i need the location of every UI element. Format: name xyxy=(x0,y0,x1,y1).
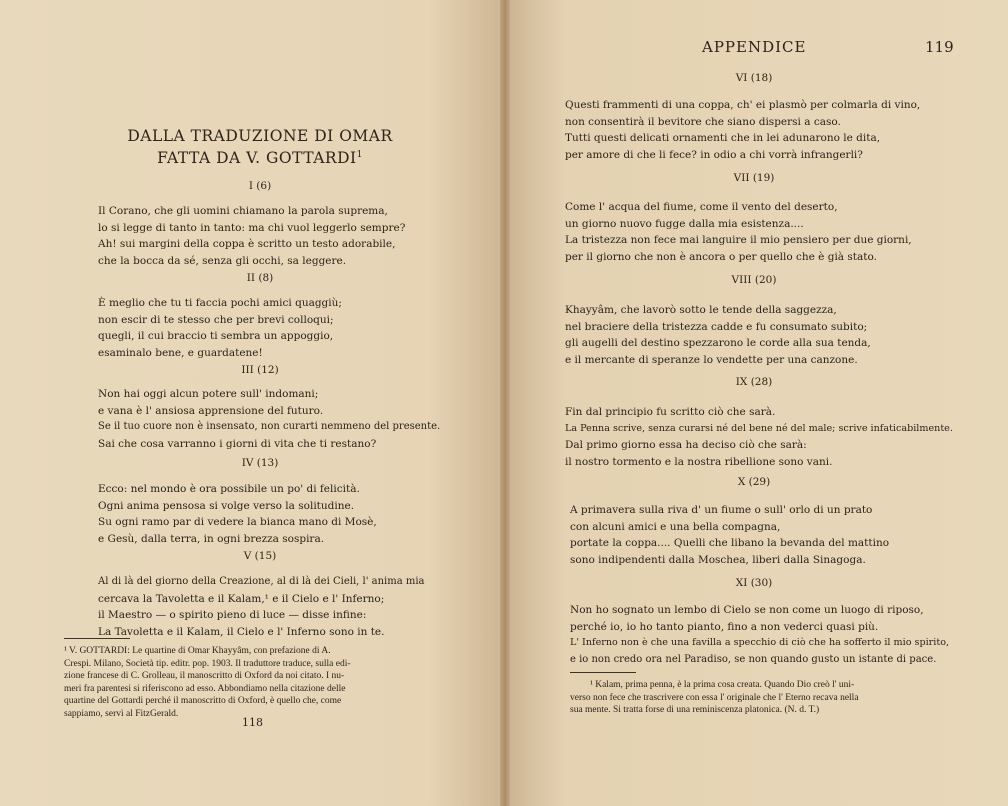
verse-line: con alcuni amici e una bella compagna, xyxy=(570,520,781,533)
verse-line: Ogni anima pensosa si volge verso la solitudine. xyxy=(98,499,355,512)
page-number: 118 xyxy=(242,716,263,729)
quatrain xyxy=(565,404,953,470)
verse-line: L' Inferno non è che una favilla a specchio di ciò che ha sofferto il mio spirito, xyxy=(570,637,950,648)
chapter-title-line-1: DALLA TRADUZIONE DI OMAR xyxy=(127,127,393,145)
quatrain-heading: VII (19) xyxy=(733,172,775,184)
quatrain xyxy=(565,199,912,265)
verse-line: perché io, io ho tanto pianto, fino a non vederci quasi più. xyxy=(570,620,879,633)
quatrain-heading: II (8) xyxy=(246,272,274,284)
quatrain-heading: IX (28) xyxy=(735,376,773,388)
verse-line: che la bocca da sé, senza gli occhi, sa leggere. xyxy=(98,254,347,267)
verse-line: gli augelli del destino spezzarono le corde alla sua tenda, xyxy=(565,337,871,349)
verse-line: e vana è l' ansiosa apprensione del futuro. xyxy=(98,404,324,417)
verse-line: Dal primo giorno essa ha deciso ciò che sarà: xyxy=(565,439,807,451)
verse-line: Khayyâm, che lavorò sotto le tende della saggezza, xyxy=(565,304,837,316)
verse-line: Non hai oggi alcun potere sull' indomani; xyxy=(98,388,319,400)
quatrain xyxy=(570,602,949,668)
verse-line: La Penna scrive, senza curarsi né del bene né del male; scrive infaticabilmente. xyxy=(565,422,953,434)
verse-line: portate la coppa.... Quelli che libano la bevanda del mattino xyxy=(570,537,890,549)
verse-line: Ecco: nel mondo è ora possibile un po' di felicità. xyxy=(98,483,360,495)
quatrain xyxy=(98,574,425,640)
verse-line: il Maestro — o spirito pieno di luce — disse infine: xyxy=(98,609,367,621)
footnote-line: zione francese di C. Grolleau, il manoscritto di Oxford da noi citato. I nu- xyxy=(64,671,345,681)
verse-line: Questi frammenti di una coppa, ch' ei plasmò per colmarla di vino, xyxy=(565,99,921,111)
quatrain-heading: X (29) xyxy=(737,476,771,488)
quatrain xyxy=(565,302,871,368)
quatrain xyxy=(98,203,405,269)
footnote-line: verso non fece che trascrivere con essa l' originale che l' Eterno recava nella xyxy=(570,692,859,703)
verse-line: il nostro tormento e la nostra ribellione sono vani. xyxy=(565,455,833,468)
quatrain-heading: I (6) xyxy=(248,180,272,192)
footnote-line: sappiamo, servì al FitzGerald. xyxy=(64,708,179,719)
verse-line: Fin dal principio fu scritto ciò che sarà. xyxy=(565,406,776,418)
chapter-title-line-2: FATTA DA V. GOTTARDI$^1$ xyxy=(157,149,363,168)
footnote-line: Crespi. Milano, Società tip. editr. pop. 1903. Il traduttore traduce, sulla edi- xyxy=(64,658,351,669)
quatrain-heading: V (15) xyxy=(243,550,277,562)
verse-line: sono indipendenti dalla Moschea, liberi dalla Sinagoga. xyxy=(570,553,866,566)
footnote-rule xyxy=(570,672,636,673)
footnote-line: ¹ Kalam, prima penna, è la prima cosa creata. Quando Dio creò l' uni- xyxy=(590,680,855,690)
verse-line: lo si legge di tanto in tanto: ma chi vuol leggerlo sempre? xyxy=(98,221,406,234)
quatrain xyxy=(98,481,377,547)
verse-line: Se il tuo cuore non è insensato, non curarti nemmeno del presente. xyxy=(98,421,441,432)
verse-line: e Gesù, dalla terra, in ogni brezza sospira. xyxy=(98,532,325,545)
verse-line: Tutti questi delicati ornamenti che in lei adunarono le dita, xyxy=(565,132,881,144)
verse-line: cercava la Tavoletta e il Kalam,¹ e il Cielo e l' Inferno; xyxy=(98,592,385,605)
verse-line: Ah! sui margini della coppa è scritto un testo adorabile, xyxy=(98,238,396,250)
verse-line: e io non credo ora nel Paradiso, se non quando gusto un istante di pace. xyxy=(570,653,937,665)
verse-line: Al di là del giorno della Creazione, al di là dei Cieli, l' anima mia xyxy=(98,576,425,587)
footnote-line: quartine del Gottardi perché il manoscritto di Oxford, è quello che, come xyxy=(64,696,342,706)
verse-line: Su ogni ramo par di vedere la bianca mano di Mosè, xyxy=(98,516,377,528)
verse-line: È meglio che tu ti faccia pochi amici quaggiù; xyxy=(98,297,342,309)
right-page xyxy=(504,0,1008,806)
quatrain xyxy=(570,502,889,568)
verse-line: non escir di te stesso che per brevi colloqui; xyxy=(98,313,334,326)
verse-line: Il Corano, che gli uomini chiamano la parola suprema, xyxy=(98,205,388,217)
verse-line: La Tavoletta e il Kalam, il Cielo e l' Inferno sono in te. xyxy=(98,625,385,638)
verse-line: nel braciere della tristezza cadde e fu consumato subito; xyxy=(565,320,868,333)
footnote-line: meri fra parentesi si riferiscono ad esso. Abbondiamo nella citazione delle xyxy=(64,683,346,694)
verse-line: esaminalo bene, e guardatene! xyxy=(98,346,263,359)
title-footnote-ref: 1 xyxy=(356,150,363,160)
verse-line: A primavera sulla riva d' un fiume o sull' orlo di un prato xyxy=(570,504,873,516)
footnote xyxy=(570,679,859,717)
running-head: APPENDICE xyxy=(702,38,807,56)
book-gutter xyxy=(500,0,510,806)
quatrain xyxy=(98,295,342,361)
verse-line: Come l' acqua del fiume, come il vento del deserto, xyxy=(565,201,838,213)
quatrain-heading: IV (13) xyxy=(241,457,279,469)
quatrain xyxy=(98,386,440,452)
verse-line: un giorno nuovo fugge dalla mia esistenza.... xyxy=(565,217,804,230)
verse-line: Sai che cosa varranno i giorni di vita che ti restano? xyxy=(98,437,377,450)
quatrain xyxy=(565,97,920,163)
footnote xyxy=(64,645,351,720)
quatrain-heading: VIII (20) xyxy=(731,274,777,286)
verse-line: Non ho sognato un lembo di Cielo se non come un luogo di riposo, xyxy=(570,604,924,616)
chapter-title xyxy=(60,127,460,168)
verse-line: quegli, il cui braccio ti sembra un appoggio, xyxy=(98,330,334,342)
verse-line: La tristezza non fece mai languire il mio pensiero per due giorni, xyxy=(565,234,912,246)
verse-line: per amore di che li fece? in odio a chi vorrà infrangerli? xyxy=(565,148,863,161)
footnote-line: sua mente. Si tratta forse di una reminiscenza platonica. (N. d. T.) xyxy=(570,705,820,715)
page-number: 119 xyxy=(925,38,954,56)
footnote-line: ¹ V. GOTTARDI: Le quartine di Omar Khayyâm, con prefazione di A. xyxy=(64,646,331,656)
quatrain-heading: III (12) xyxy=(241,364,279,376)
verse-line: e il mercante di speranze lo vendette per una canzone. xyxy=(565,353,858,366)
quatrain-heading: XI (30) xyxy=(735,577,773,589)
verse-line: per il giorno che non è ancora o per quello che è già stato. xyxy=(565,250,877,263)
verse-line: non consentirà il bevitore che siano dispersi a caso. xyxy=(565,115,841,128)
footnote-rule xyxy=(64,638,130,639)
quatrain-heading: VI (18) xyxy=(735,72,773,84)
